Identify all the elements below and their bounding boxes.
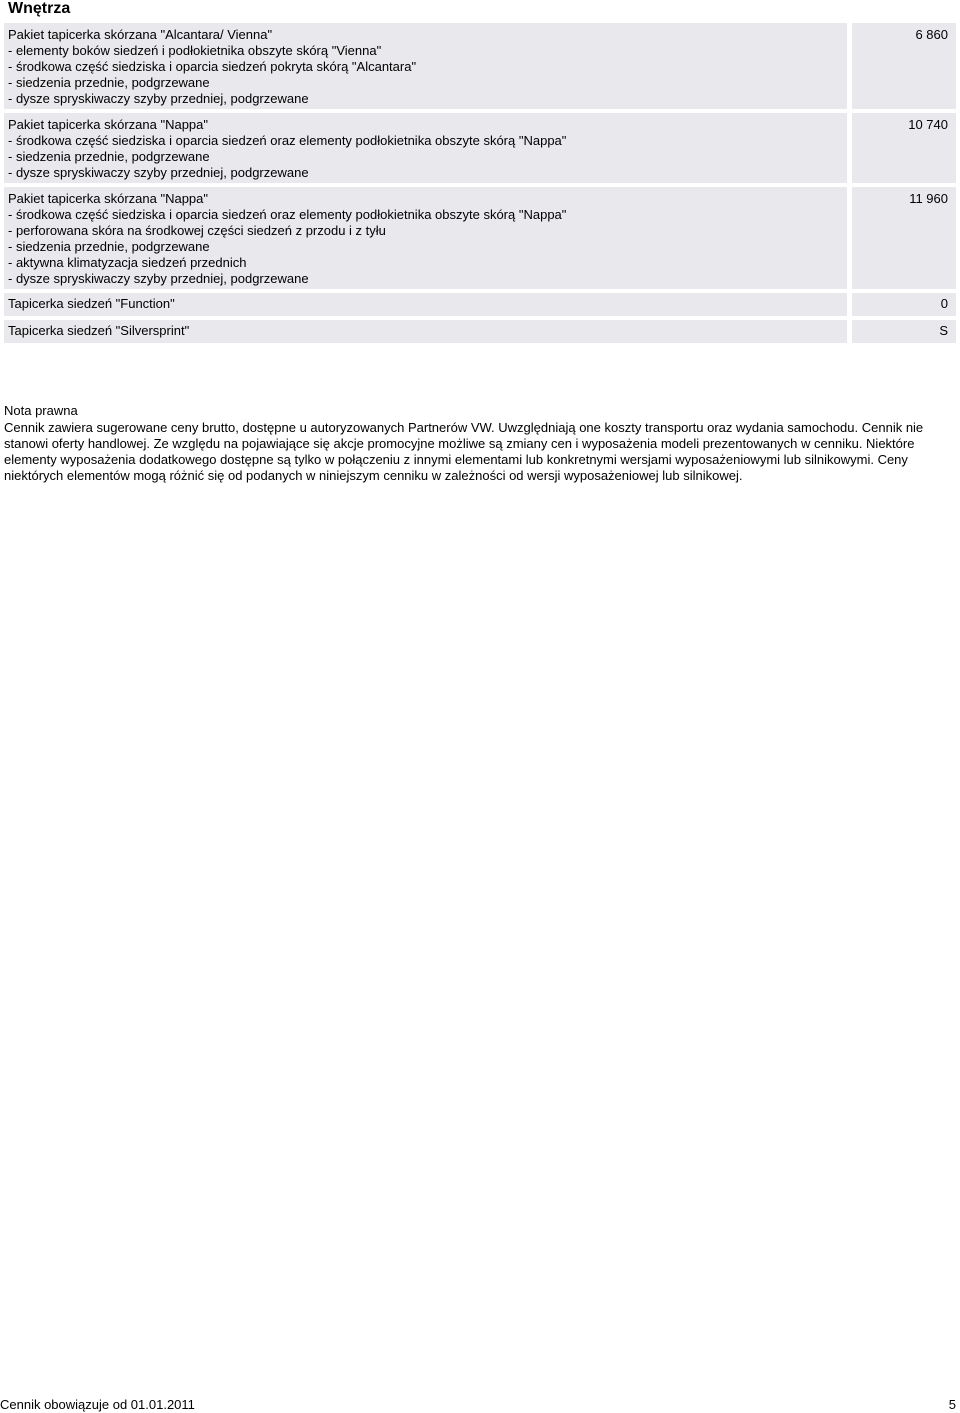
option-description [4, 23, 847, 109]
option-row [4, 293, 958, 316]
option-row [4, 320, 958, 343]
option-price: 0 [852, 293, 956, 316]
option-description [4, 293, 847, 316]
option-price: 11 960 [852, 187, 956, 289]
option-line: Pakiet tapicerka skórzana "Alcantara/ Vienna" [8, 27, 273, 42]
legal-note-title: Nota prawna [4, 403, 78, 418]
option-description [4, 320, 847, 343]
option-description [4, 187, 847, 289]
option-line: - siedzenia przednie, podgrzewane [8, 75, 210, 90]
option-row [4, 23, 958, 109]
option-line: - środkowa część siedziska i oparcia siedzeń pokryta skórą "Alcantara" [8, 59, 417, 74]
option-description [4, 113, 847, 183]
option-line: Pakiet tapicerka skórzana "Nappa" [8, 117, 209, 132]
option-line: - siedzenia przednie, podgrzewane [8, 239, 210, 254]
section-title: Wnętrza [8, 0, 71, 17]
legal-note-text: Cennik zawiera sugerowane ceny brutto, dostępne u autoryzowanych Partnerów VW. Uwzględniają one koszty transportu oraz wydania samochodu. Cennik nie stanowi oferty handlowej. Ze względu na pojawiające się akcje promocyjne możliwe są zmiany cen i wyposażenia modeli prezentowanych w cenniku. Niektóre elementy wyposażenia dodatkowego dostępne są tylko w połączeniu z innymi elementami lub konkretnymi wersjami wyposażeniowymi lub silnikowymi. Ceny niektórych elementów mogą różnić się od podanych w niniejszym cenniku w zależności od wersji wyposażeniowej lub silnikowej. [4, 420, 924, 483]
price-list-validity: Cennik obowiązuje od 01.01.2011 [0, 1397, 195, 1412]
page-number: 5 [948, 1397, 956, 1412]
option-row [4, 187, 958, 289]
option-line: - dysze spryskiwaczy szyby przedniej, podgrzewane [8, 91, 309, 106]
option-line: - siedzenia przednie, podgrzewane [8, 149, 210, 164]
option-line: - dysze spryskiwaczy szyby przedniej, podgrzewane [8, 165, 309, 180]
option-line: - elementy boków siedzeń i podłokietnika obszyte skórą "Vienna" [8, 43, 382, 58]
option-line: - perforowana skóra na środkowej części siedzeń z przodu i z tyłu [8, 223, 386, 238]
option-line: - środkowa część siedziska i oparcia siedzeń oraz elementy podłokietnika obszyte skórą "Nappa" [8, 207, 567, 222]
option-row [4, 113, 958, 183]
option-line: Tapicerka siedzeń "Function" [8, 296, 175, 311]
options-table [4, 23, 958, 347]
option-line: - aktywna klimatyzacja siedzeń przednich [8, 255, 247, 270]
option-line: Pakiet tapicerka skórzana "Nappa" [8, 191, 209, 206]
option-price: 10 740 [852, 113, 956, 183]
option-line: Tapicerka siedzeń "Silversprint" [8, 323, 190, 338]
option-price: 6 860 [852, 23, 956, 109]
option-line: - dysze spryskiwaczy szyby przedniej, podgrzewane [8, 271, 309, 286]
option-price: S [852, 320, 956, 343]
option-line: - środkowa część siedziska i oparcia siedzeń oraz elementy podłokietnika obszyte skórą "Nappa" [8, 133, 567, 148]
legal-note [4, 403, 956, 484]
